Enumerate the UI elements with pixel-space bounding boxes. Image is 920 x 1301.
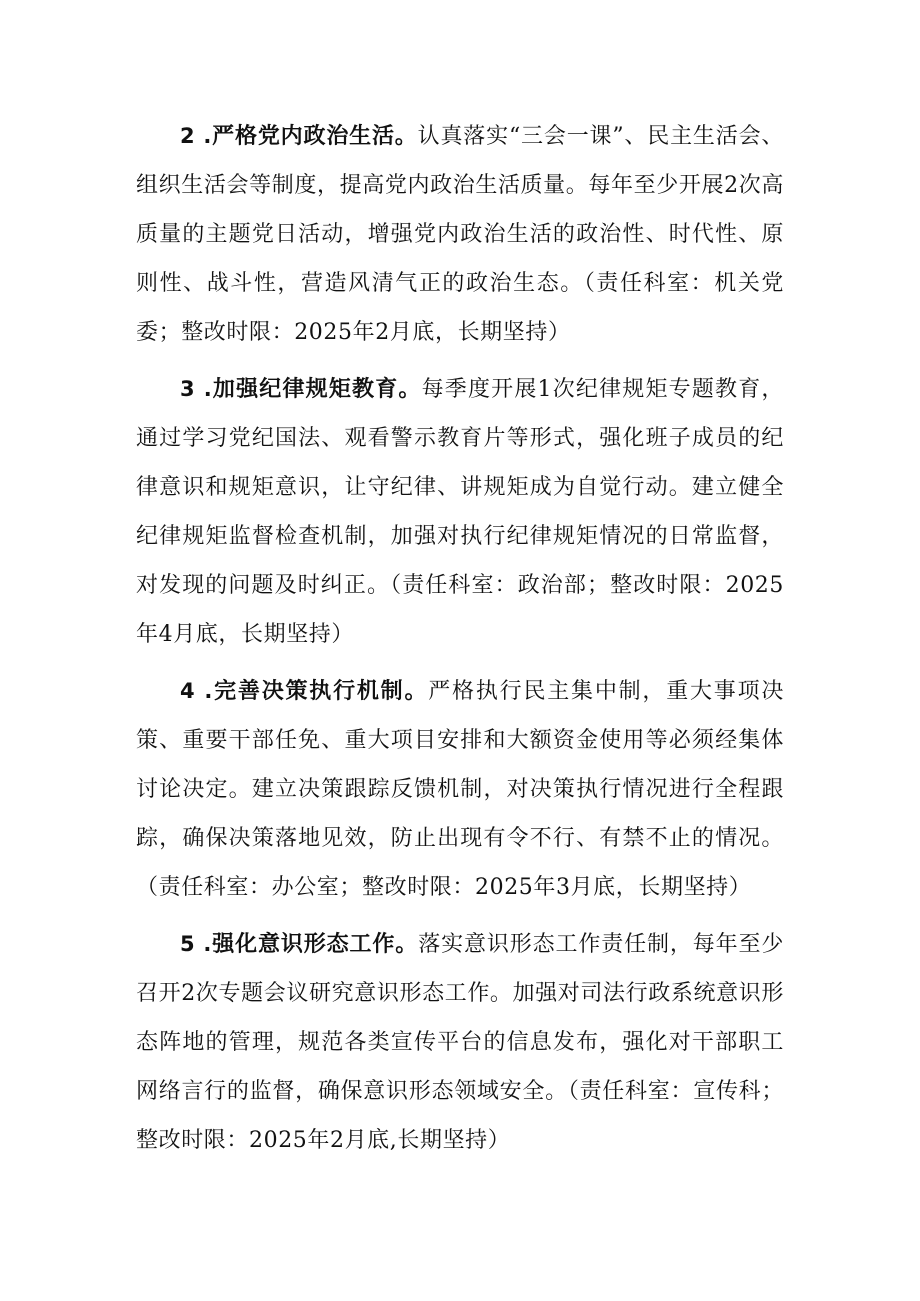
paragraph-number: 5 . [180,932,212,956]
document-body [136,112,784,1173]
paragraph-heading: 完善决策执行机制。 [212,679,429,704]
paragraph-item-5 [136,920,784,1165]
paragraph-item-2 [136,112,784,357]
paragraph-item-3 [136,365,784,659]
paragraph-number: 4 . [180,679,213,703]
paragraph-item-4 [136,667,784,912]
paragraph-body: 认真落实“三会一课”、民主生活会、组织生活会等制度，提高党内政治生活质量。每年至少开展2次高质量的主题党日活动，增强党内政治生活的政治性、时代性、原则性、战斗性，营造风清气正的政治生态。（责任科室：机关党委；整改时限：2025年2月底，长期坚持） [136,124,785,345]
paragraph-heading: 加强纪律规矩教育。 [212,377,422,402]
paragraph-body: 每季度开展1次纪律规矩专题教育，通过学习党纪国法、观看警示教育片等形式，强化班子成员的纪律意识和规矩意识，让守纪律、讲规矩成为自觉行动。建立健全纪律规矩监督检查机制，加强对执行纪律规矩情况的日常监督，对发现的问题及时纠正。（责任科室：政治部；整改时限：2025年4月底，长期坚持） [136,377,784,647]
paragraph-number: 2 . [180,124,212,148]
paragraph-body: 严格执行民主集中制，重大事项决策、重要干部任免、重大项目安排和大额资金使用等必须经集体讨论决定。建立决策跟踪反馈机制，对决策执行情况进行全程跟踪，确保决策落地见效，防止出现有令不行、有禁不止的情况。（责任科室：办公室；整改时限：2025年3月底，长期坚持） [136,679,784,900]
paragraph-heading: 严格党内政治生活。 [211,124,418,149]
paragraph-body: 落实意识形态工作责任制，每年至少召开2次专题会议研究意识形态工作。加强对司法行政系统意识形态阵地的管理，规范各类宣传平台的信息发布，强化对干部职工网络言行的监督，确保意识形态领域安全。（责任科室：宣传科；整改时限：2025年2月底,长期坚持） [136,932,784,1153]
paragraph-heading: 强化意识形态工作。 [211,932,419,957]
paragraph-number: 3 . [180,377,213,401]
